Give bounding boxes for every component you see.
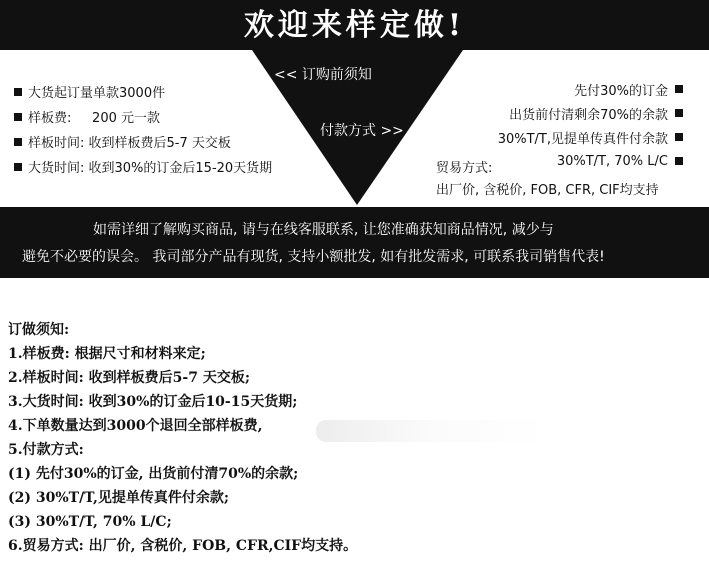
list-item-text: 大货起订量单款3000件 (28, 86, 166, 101)
note-line: 3.大货时间: 收到30%的订金后10-15天货期; (8, 394, 298, 410)
contact-notice-line: 避免不必要的误会。 我司部分产品有现货, 支持小额批发, 如有批发需求, 可联系我司销售代表! (22, 249, 605, 265)
bullet-square-icon (14, 113, 22, 121)
list-item (498, 125, 683, 149)
bullet-square-icon (14, 163, 22, 171)
page-title: 欢迎来样定做! (243, 8, 466, 43)
note-line: (2) 30%T/T,见提单传真件付余款; (8, 490, 230, 506)
trade-terms (436, 158, 659, 202)
list-item (498, 101, 683, 125)
note-line: 4.下单数量达到3000个退回全部样板费, (8, 418, 263, 434)
note-line: 6.贸易方式: 出厂价, 含税价, FOB, CFR,CIF均支持。 (8, 538, 358, 554)
contact-notice-line: 如需详细了解购买商品, 请与在线客服联系, 让您准确获知商品情况, 减少与 (93, 222, 554, 238)
note-line: (3) 30%T/T, 70% L/C; (8, 514, 172, 530)
bullet-square-icon (14, 138, 22, 146)
list-item (14, 154, 272, 179)
list-item-text: 30%T/T, 70% L/C (556, 153, 668, 169)
bullet-square-icon (675, 157, 683, 165)
trade-terms-label: 贸易方式: (436, 161, 493, 176)
note-line: 1.样板费: 根据尺寸和材料来定; (8, 346, 206, 362)
bullet-square-icon (675, 109, 683, 117)
bullet-square-icon (675, 85, 683, 93)
payment-method-label: 付款方式 >> (320, 123, 404, 139)
bullet-square-icon (675, 133, 683, 141)
list-item-text: 大货时间: 收到30%的订金后15-20天货期 (28, 161, 273, 176)
order-notice-label: << 订购前须知 (274, 67, 372, 83)
list-item (14, 104, 272, 129)
notes-title: 订做须知: (8, 322, 70, 338)
bullet-square-icon (14, 88, 22, 96)
list-item-text: 样板费: 200 元一款 (28, 111, 160, 126)
list-item (498, 77, 683, 101)
list-item-text: 样板时间: 收到样板费后5-7 天交板 (28, 136, 231, 151)
left-info-list (14, 79, 272, 179)
list-item-text: 出货前付清剩余70%的余款 (509, 107, 668, 123)
order-notes (8, 318, 357, 558)
note-line: (1) 先付30%的订金, 出货前付清70%的余款; (8, 466, 299, 482)
note-line: 5.付款方式: (8, 442, 84, 458)
note-line: 2.样板时间: 收到样板费后5-7 天交板; (8, 370, 250, 386)
list-item-text: 先付30%的订金 (574, 83, 668, 99)
list-item (14, 129, 272, 154)
list-item-text: 30%T/T,见提单传真件付余款 (497, 131, 668, 147)
info-banner (0, 0, 709, 278)
trade-terms-text: 出厂价, 含税价, FOB, CFR, CIF均支持 (436, 183, 659, 198)
list-item (14, 79, 272, 104)
contact-notice-bar (0, 207, 709, 278)
